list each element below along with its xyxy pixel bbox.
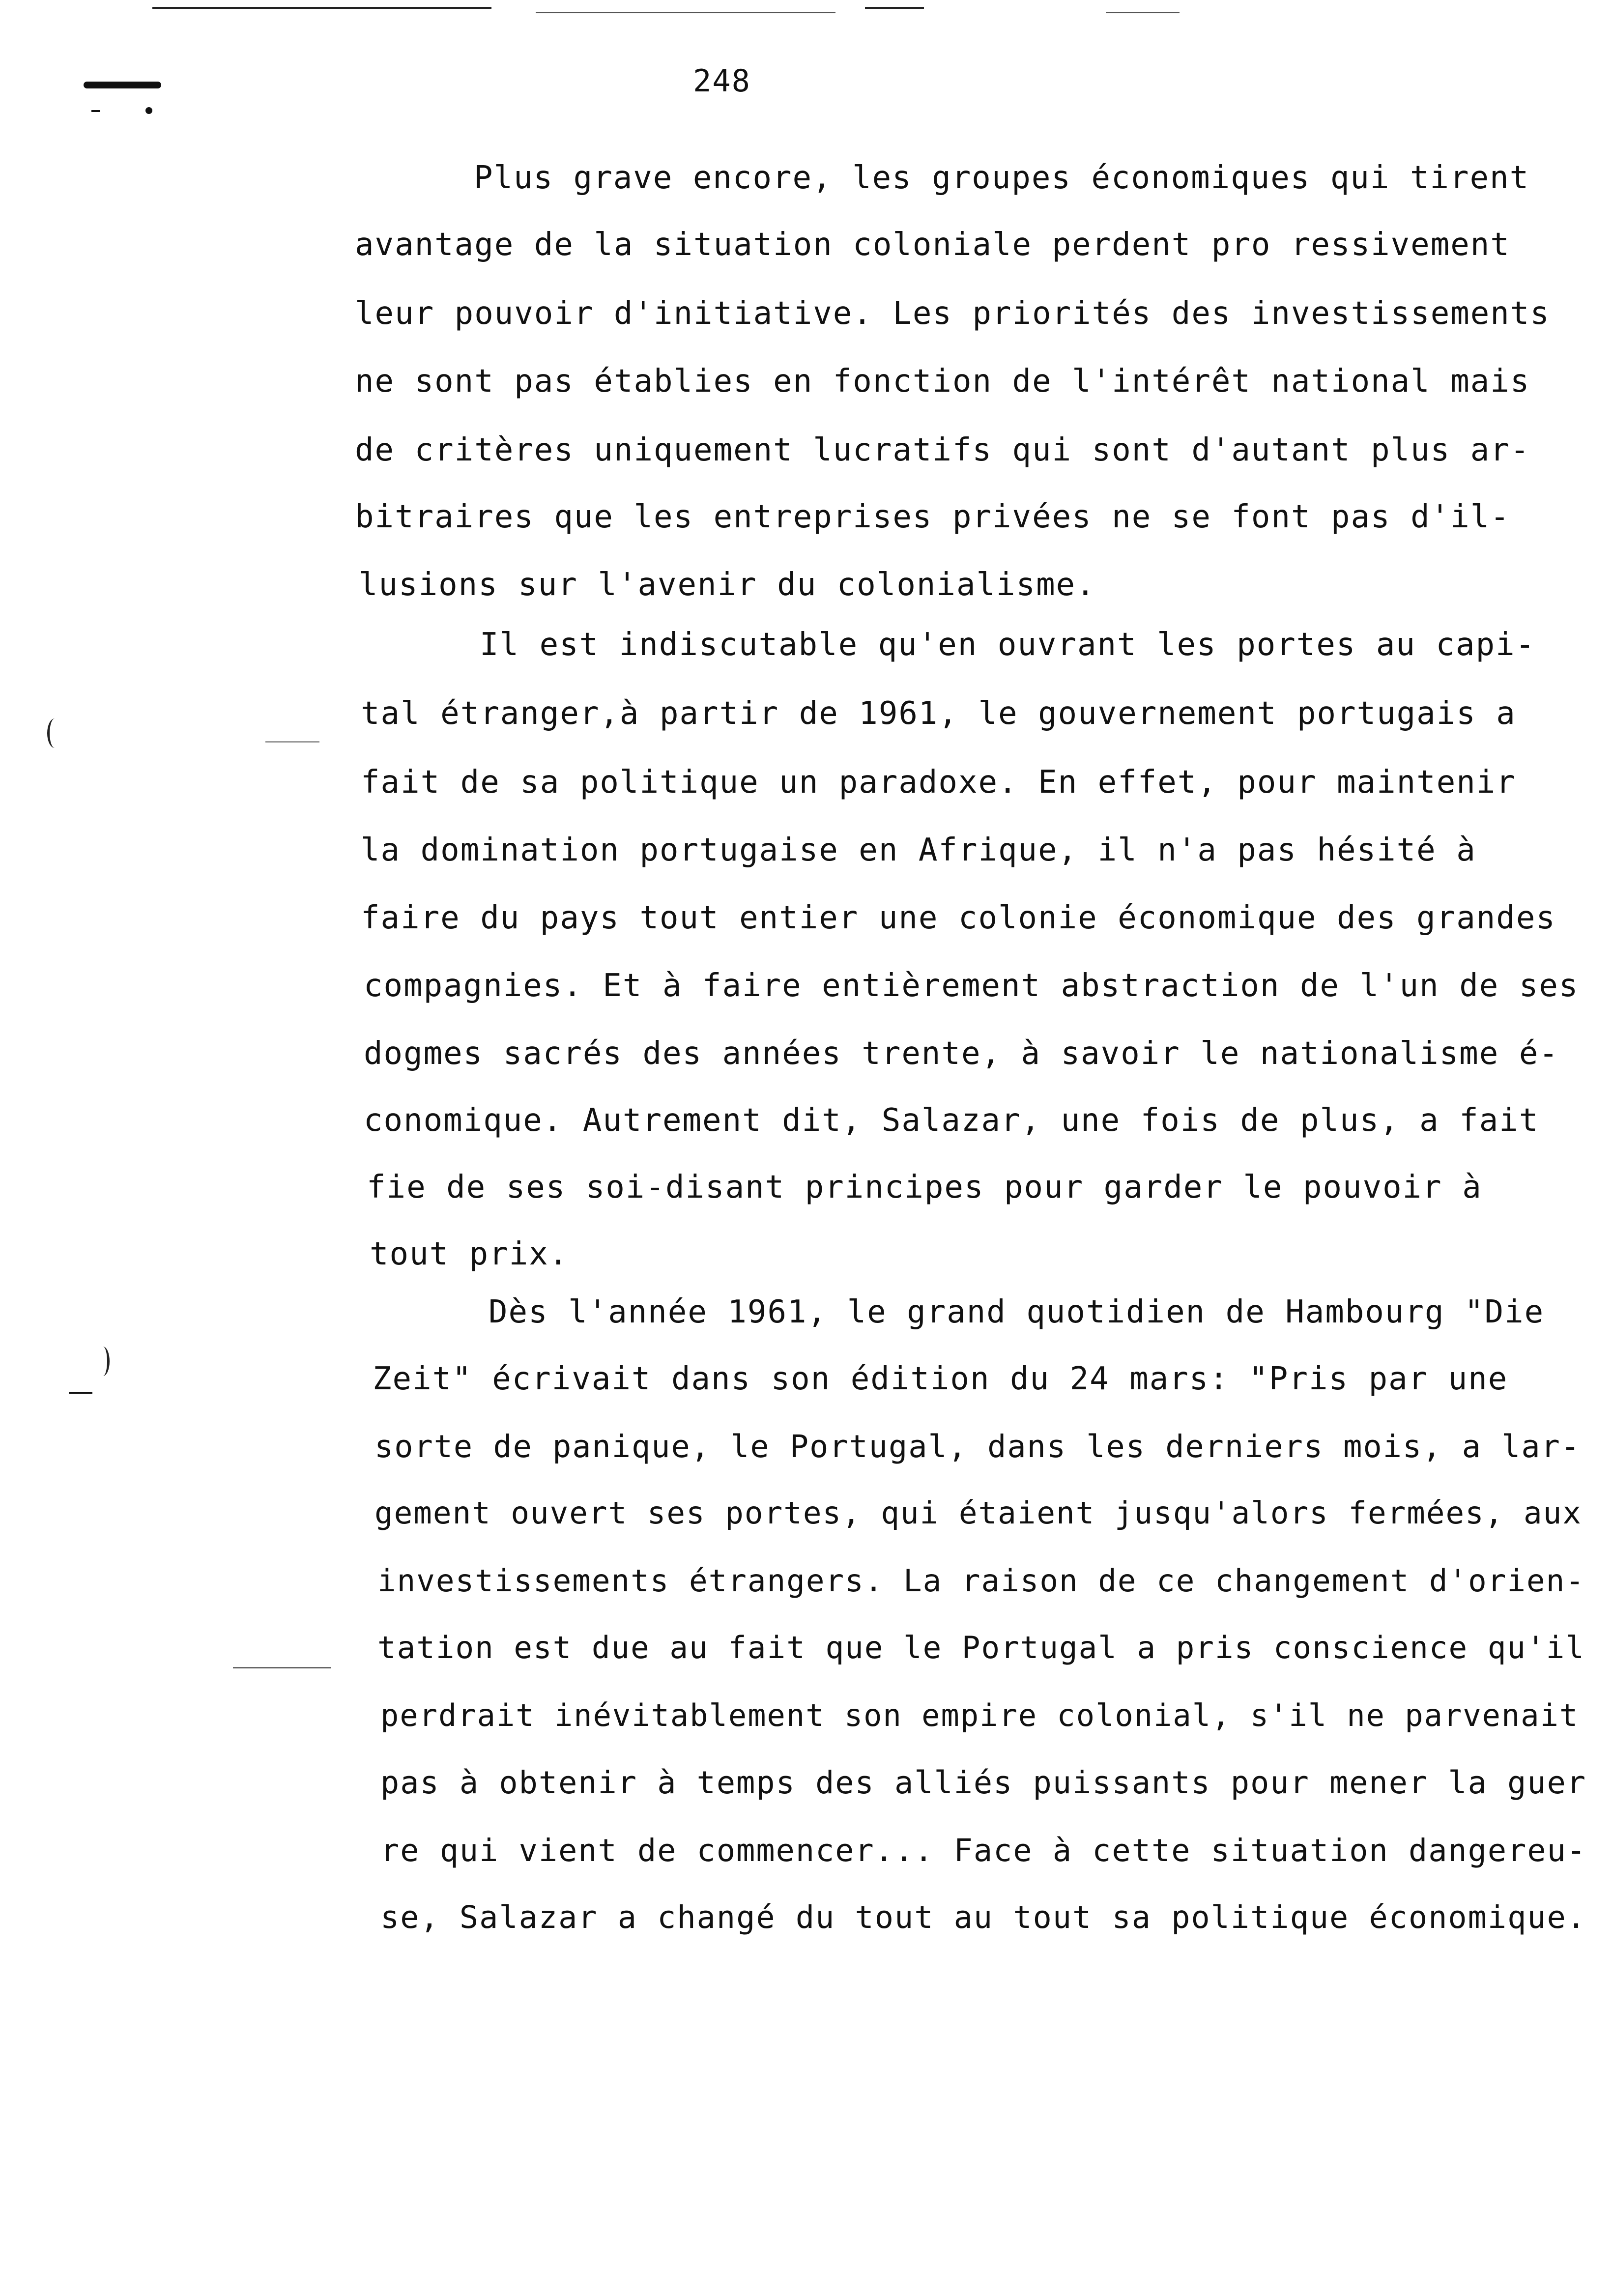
margin-dash-mark	[69, 1392, 92, 1394]
text-line: re qui vient de commencer... Face à cette situation dangereu-	[380, 1832, 1587, 1868]
text-line: fie de ses soi-disant principes pour garder le pouvoir à	[367, 1169, 1482, 1205]
text-line: fait de sa politique un paradoxe. En effet, pour maintenir	[361, 764, 1516, 801]
margin-ink-mark	[84, 82, 161, 88]
text-line: gement ouvert ses portes, qui étaient jusqu'alors fermées, aux	[374, 1495, 1582, 1531]
margin-dash-mark	[265, 741, 319, 743]
top-scan-rule	[152, 7, 491, 9]
text-line: se, Salazar a changé du tout au tout sa politique économique.	[380, 1899, 1587, 1935]
text-line: bitraires que les entreprises privées ne se font pas d'il-	[355, 499, 1510, 535]
page-number: 248	[693, 63, 751, 99]
text-line: perdrait inévitablement son empire colonial, s'il ne parvenait	[380, 1697, 1579, 1733]
text-line: compagnies. Et à faire entièrement abstraction de l'un de ses	[364, 968, 1579, 1004]
text-line: leur pouvoir d'initiative. Les priorités des investissements	[355, 295, 1550, 332]
text-line: faire du pays tout entier une colonie économique des grandes	[361, 900, 1556, 936]
text-line: Il est indiscutable qu'en ouvrant les portes au capi-	[480, 627, 1536, 663]
margin-dash-mark	[233, 1667, 331, 1668]
margin-ink-mark	[91, 110, 100, 112]
text-line: Plus grave encore, les groupes économiques qui tirent	[474, 160, 1530, 196]
top-scan-rule	[1106, 12, 1180, 13]
margin-paren-mark	[96, 1347, 110, 1376]
text-line: conomique. Autrement dit, Salazar, une fois de plus, a fait	[364, 1102, 1539, 1139]
text-line: sorte de panique, le Portugal, dans les derniers mois, a lar-	[374, 1428, 1581, 1464]
text-line: tation est due au fait que le Portugal a pris conscience qu'il	[377, 1630, 1585, 1665]
margin-paren-mark	[47, 718, 62, 748]
top-scan-rule	[536, 12, 835, 13]
text-line: avantage de la situation coloniale perdent pro ressivement	[355, 227, 1510, 263]
text-line: la domination portugaise en Afrique, il n'a pas hésité à	[361, 832, 1476, 868]
text-line: investissements étrangers. La raison de ce changement d'orien-	[377, 1563, 1585, 1599]
text-line: Dès l'année 1961, le grand quotidien de Hambourg "Die	[489, 1294, 1545, 1330]
text-line: Zeit" écrivait dans son édition du 24 mars: "Pris par une	[373, 1361, 1508, 1397]
text-line: tal étranger,à partir de 1961, le gouvernement portugais a	[361, 695, 1516, 732]
margin-ink-mark	[145, 107, 152, 114]
text-line: de critères uniquement lucratifs qui sont d'autant plus ar-	[355, 432, 1530, 468]
text-line: tout prix.	[370, 1236, 569, 1272]
text-line: dogmes sacrés des années trente, à savoir le nationalisme é-	[364, 1035, 1559, 1072]
text-line: lusions sur l'avenir du colonialisme.	[359, 567, 1096, 603]
text-line: ne sont pas établies en fonction de l'intérêt national mais	[355, 363, 1530, 400]
text-line: pas à obtenir à temps des alliés puissants pour mener la guer	[380, 1764, 1587, 1801]
top-scan-rule	[865, 7, 924, 9]
